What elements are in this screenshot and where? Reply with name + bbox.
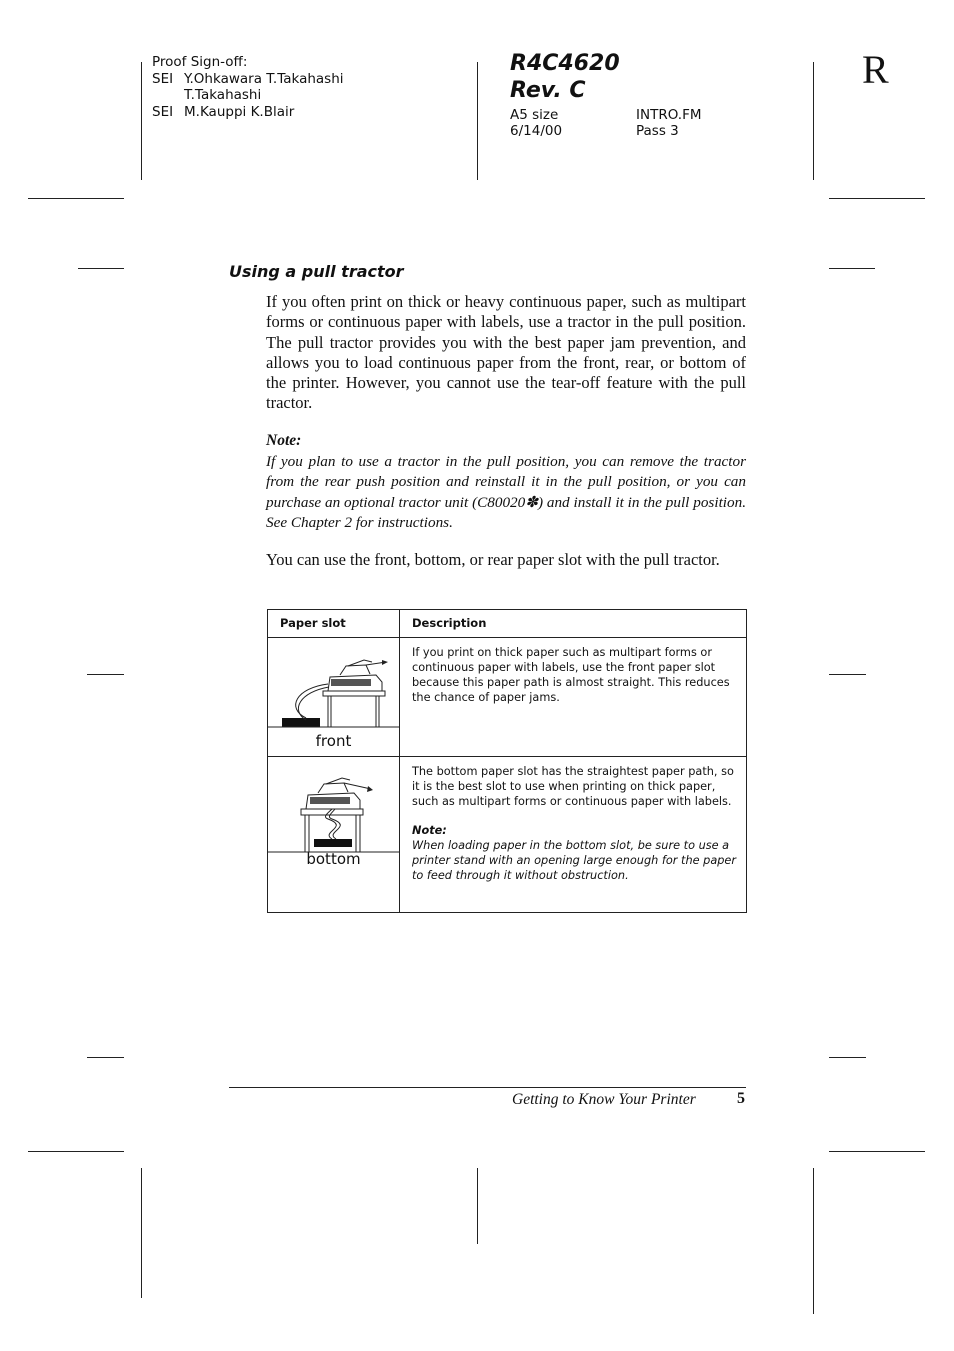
chapter-title: Getting to Know Your Printer	[512, 1091, 696, 1108]
crop-mark	[813, 62, 814, 180]
proof-row	[152, 71, 344, 88]
crop-mark	[829, 198, 925, 199]
proof-tag: SEI	[152, 103, 174, 120]
crop-mark	[829, 674, 866, 675]
proof-signoff	[152, 54, 344, 120]
revision: Rev. C	[510, 78, 586, 103]
table-row	[268, 638, 747, 757]
crop-mark	[813, 1168, 814, 1314]
column-header-slot: Paper slot	[268, 610, 400, 638]
table-header-row	[268, 610, 747, 638]
crop-mark	[477, 62, 478, 180]
intro-paragraph: If you often print on thick or heavy continuous paper, such as multipart forms or continuous paper with labels, use a tractor in the pull position. The pull tractor provides you with the best paper jam prevention, and allows you to load continuous paper from the front, rear, or bottom of the printer. However, you cannot use the tear-off feature with the pull tractor.	[266, 292, 746, 413]
proof-row	[152, 104, 344, 121]
crop-mark	[141, 62, 142, 180]
crop-mark	[477, 1168, 478, 1244]
slot-description-front	[400, 638, 747, 757]
table-row	[268, 757, 747, 913]
pass: Pass 3	[636, 123, 679, 139]
crop-mark	[78, 268, 124, 269]
date: 6/14/00	[510, 123, 563, 139]
slot-cell-front	[268, 638, 400, 757]
proof-names: M.Kauppi K.Blair	[184, 103, 295, 120]
proof-names: Y.Ohkawara T.Takahashi	[184, 70, 344, 87]
footer-rule	[229, 1087, 746, 1088]
slot-label-bottom: bottom	[306, 850, 361, 868]
slot-description-bottom	[400, 757, 747, 913]
paper-slot-table	[267, 609, 747, 913]
table-note-label: Note:	[412, 824, 447, 837]
proof-tag: SEI	[152, 70, 174, 87]
proof-row	[152, 87, 344, 104]
page-number: 5	[737, 1090, 745, 1107]
crop-mark	[87, 674, 124, 675]
crop-mark	[28, 198, 124, 199]
crop-mark	[829, 1151, 925, 1152]
side-mark: R	[862, 47, 889, 92]
section-title: Using a pull tractor	[229, 262, 404, 281]
proof-title: Proof Sign-off:	[152, 54, 248, 70]
description-text: If you print on thick paper such as multipart forms or continuous paper with labels, use the front paper slot because this paper path is almost straight. This reduces the chance of paper jams.	[412, 646, 730, 704]
proof-names: T.Takahashi	[184, 87, 262, 103]
crop-mark	[829, 268, 875, 269]
size-label: A5 size	[510, 107, 559, 123]
crop-mark	[141, 1168, 142, 1298]
description-text: The bottom paper slot has the straightest paper path, so it is the best slot to use when printing on thick paper, such as multipart forms or continuous paper with labels.	[412, 765, 734, 808]
bottom-slot-illustration	[268, 757, 399, 912]
note-text: If you plan to use a tractor in the pull position, you can remove the tractor from the rear push position and reinstall it in the pull position, or you can purchase an optional tractor unit (C80020✽) and install it in the pull position. See Chapter 2 for instructions.	[266, 453, 746, 531]
slot-label-front: front	[315, 732, 352, 750]
model-block	[510, 50, 620, 104]
filename: INTRO.FM	[636, 107, 702, 123]
model-number: R4C4620	[510, 51, 620, 76]
slot-cell-bottom	[268, 757, 400, 913]
note-label: Note:	[266, 432, 302, 449]
slot-paragraph: You can use the front, bottom, or rear paper slot with the pull tractor.	[266, 550, 720, 569]
crop-mark	[28, 1151, 124, 1152]
table-note-text: When loading paper in the bottom slot, be sure to use a printer stand with an opening large enough for the paper to feed through it without obstruction.	[412, 839, 737, 882]
column-header-description: Description	[400, 610, 747, 638]
crop-mark	[87, 1057, 124, 1058]
crop-mark	[829, 1057, 866, 1058]
